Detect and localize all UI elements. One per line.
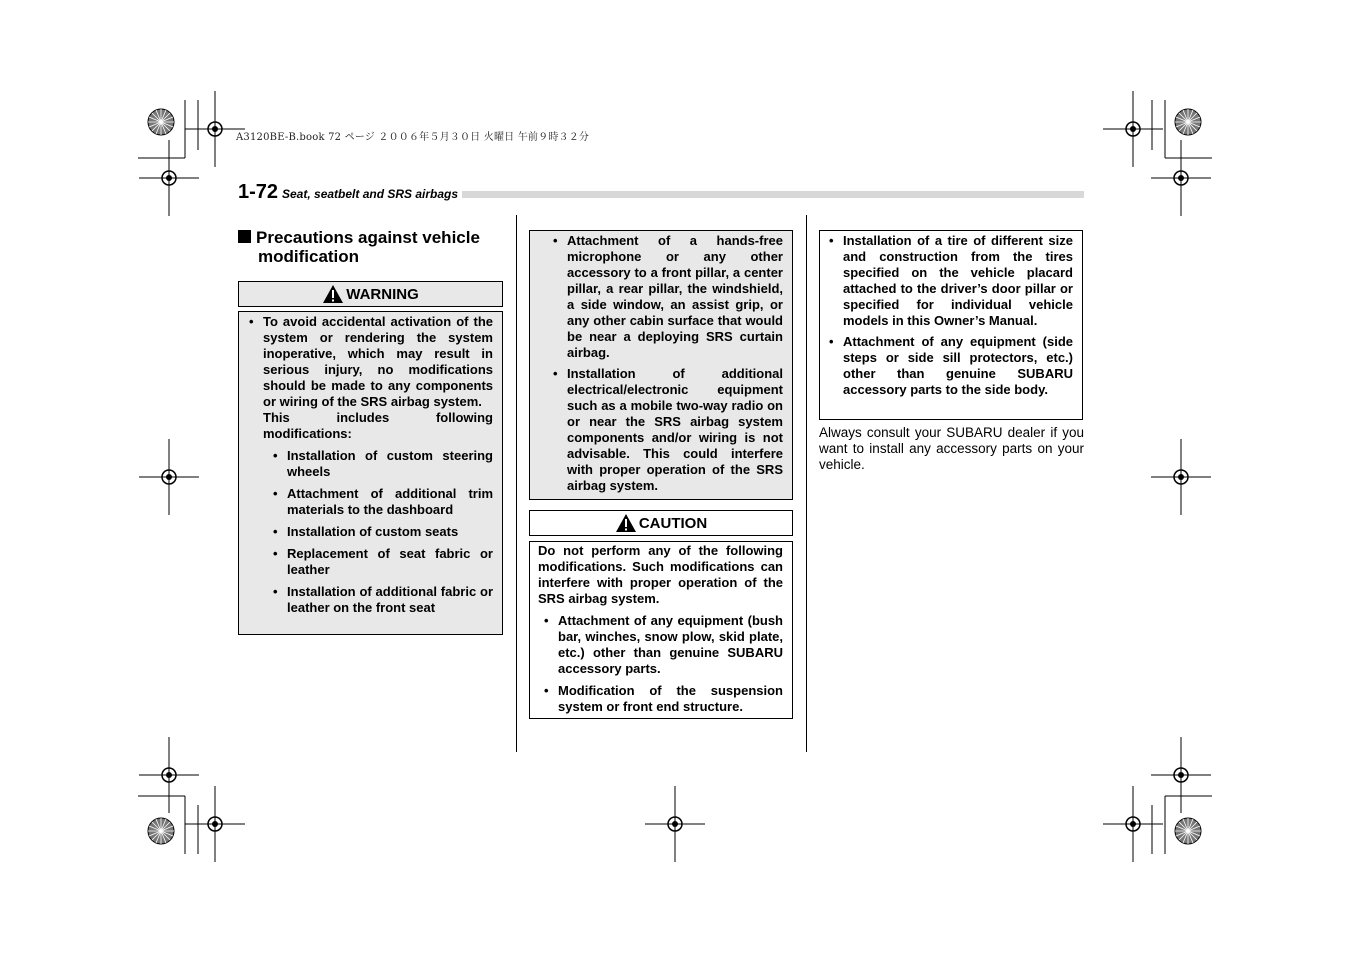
warning-triangle-icon xyxy=(322,284,344,304)
caution-label-text: CAUTION xyxy=(638,514,708,532)
page-number: 1-72 xyxy=(238,181,282,203)
caution-item: • Attachment of any equipment (bush bar, winches, snow plow, skid plate, etc.) other than genuine SUBARU accessory parts. xyxy=(544,613,783,677)
caution-box-continued xyxy=(819,230,1083,420)
section-title: Seat, seatbelt and SRS airbags xyxy=(282,187,462,201)
heading-line-1: Precautions against vehicle xyxy=(256,228,480,247)
caution-box xyxy=(529,541,793,719)
warning-box xyxy=(238,311,503,635)
warning-label xyxy=(238,281,503,307)
warning-continued-item: • Attachment of a hands-free microphone or any other accessory to a front pillar, a center pillar, a rear pillar, the windshield, a side window, an assist grip, or any other cabin surface that would be near a deploying SRS curtain airbag. xyxy=(553,233,783,361)
caution-triangle-icon xyxy=(615,513,637,533)
dealer-note: Always consult your SUBARU dealer if you want to install any accessory parts on your vehicle. xyxy=(819,425,1084,472)
caution-continued-item: • Installation of a tire of different size and construction from the tires specified on the vehicle placard attached to the driver’s door pillar or specified for individual vehicle models in this Owner’s Manual. xyxy=(829,233,1073,329)
caution-item: • Modification of the suspension system or front end structure. xyxy=(544,683,783,715)
warning-label-text: WARNING xyxy=(346,285,419,303)
warning-continued-item: • Installation of additional electrical/electronic equipment such as a mobile two-way radio on or near the SRS airbag system components and/or wiring is not advisable. This could interfere with proper operation of the SRS airbag system. xyxy=(553,366,783,494)
column-divider-2 xyxy=(806,215,807,752)
warning-sub-item: • Replacement of seat fabric or leather xyxy=(249,546,493,578)
heading-square-icon xyxy=(238,230,251,243)
heading-line-2: modification xyxy=(258,247,360,266)
column-divider-1 xyxy=(516,215,517,752)
warning-main-item: • To avoid accidental activation of the system or rendering the system inoperative, which may result in serious injury, no modifications should be made to any components or wiring of the SRS airbag system. xyxy=(249,314,493,410)
warning-sub-item: • Installation of custom seats xyxy=(249,524,493,540)
warning-includes-text: This includes following modifications: xyxy=(263,410,493,441)
caution-intro: Do not perform any of the following modifications. Such modifications can interfere with proper operation of the SRS airbag system. xyxy=(538,543,783,606)
warning-sub-item: • Attachment of additional trim materials to the dashboard xyxy=(249,486,493,518)
caution-label xyxy=(529,510,793,536)
warning-sub-item: • Installation of custom steering wheels xyxy=(249,448,493,480)
warning-sub-item: • Installation of additional fabric or leather on the front seat xyxy=(249,584,493,616)
caution-continued-item: • Attachment of any equipment (side steps or side sill protectors, etc.) other than genuine SUBARU accessory parts to the side body. xyxy=(829,334,1073,398)
warning-sub-list xyxy=(249,448,493,616)
warning-box-continued xyxy=(529,230,793,500)
printer-info-line: A3120BE-B.book 72 ページ ２００６年５月３０日 火曜日 午前９時３２分 xyxy=(236,132,590,143)
page-heading xyxy=(238,228,503,266)
